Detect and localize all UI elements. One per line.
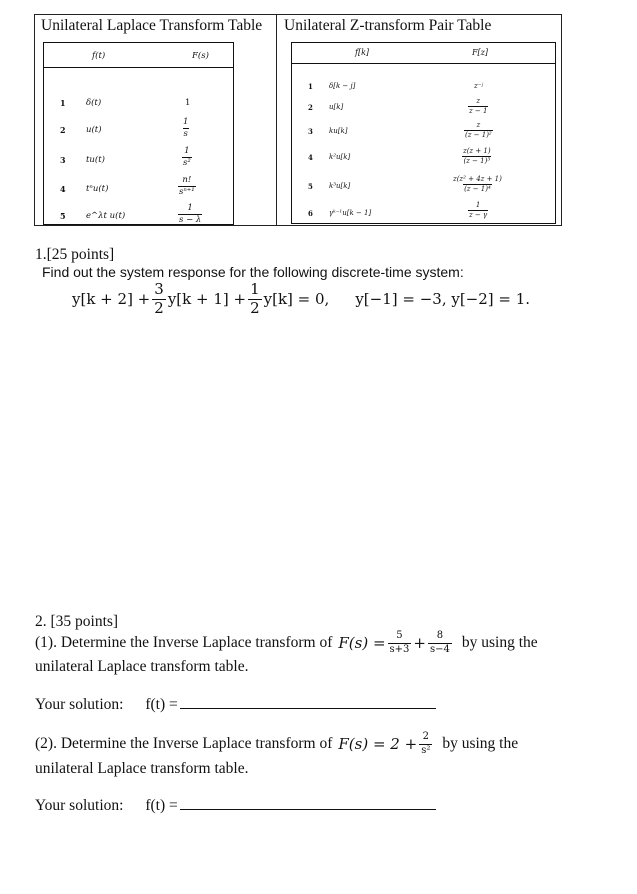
fraction-numerator: 2 bbox=[422, 731, 429, 742]
fraction-numerator: 1 bbox=[475, 201, 481, 209]
plus-sign: + bbox=[413, 634, 426, 652]
laplace-table-title: Unilateral Laplace Transform Table bbox=[41, 17, 263, 34]
q2-p1-suffix: by using the bbox=[461, 634, 538, 651]
z-f-cell: k²u[k] bbox=[329, 153, 351, 161]
laplace-F-cell bbox=[182, 146, 192, 167]
z-F-cell bbox=[464, 121, 493, 139]
z-f-cell: k³u[k] bbox=[329, 182, 351, 190]
fraction-denominator: s² bbox=[421, 744, 431, 756]
laplace-header-F: F(s) bbox=[192, 51, 209, 61]
answer-blank-2[interactable] bbox=[180, 797, 436, 810]
fraction-denominator: z − 1 bbox=[469, 107, 488, 115]
transform-tables bbox=[34, 14, 562, 226]
z-header-F: F[z] bbox=[472, 48, 489, 57]
row-number: 5 bbox=[60, 211, 66, 221]
fraction-denominator: (z − 1)⁴ bbox=[464, 185, 491, 193]
eq-fraction-2 bbox=[248, 282, 262, 317]
q2-p1-fraction-1 bbox=[388, 631, 412, 655]
eq-part-a: y[k + 2] + bbox=[72, 290, 151, 309]
q2-p1-text: (1). Determine the Inverse Laplace transform of bbox=[35, 634, 333, 651]
solution-ft: f(t) = bbox=[145, 696, 178, 713]
z-table bbox=[291, 42, 556, 224]
solution-label: Your solution: bbox=[35, 696, 124, 713]
laplace-F-cell: 1 bbox=[185, 98, 191, 108]
q2-part2-line1 bbox=[35, 732, 518, 756]
z-f-cell: δ[k − j] bbox=[329, 82, 356, 90]
fraction-numerator: z bbox=[476, 97, 481, 105]
z-table-title: Unilateral Z-transform Pair Table bbox=[284, 17, 492, 34]
initial-conditions: y[−1] = −3, y[−2] = 1. bbox=[355, 290, 531, 309]
fraction-denominator: z − γ bbox=[469, 211, 488, 219]
fraction-numerator: 5 bbox=[396, 630, 403, 641]
fraction-numerator: 1 bbox=[187, 203, 193, 213]
q2-p2-lhs: F(s) = 2 + bbox=[338, 735, 418, 753]
fraction-denominator: s − λ bbox=[179, 214, 202, 225]
laplace-f-cell: u(t) bbox=[86, 125, 102, 135]
row-number: 4 bbox=[308, 153, 313, 162]
q2-part2-line2: unilateral Laplace transform table. bbox=[35, 760, 249, 777]
z-table-header bbox=[292, 43, 555, 64]
eq-fraction-1 bbox=[152, 282, 166, 317]
fraction-numerator: 1 bbox=[183, 117, 189, 127]
z-F-cell bbox=[452, 175, 503, 193]
q2-solution-2 bbox=[35, 797, 436, 815]
fraction-denominator: (z − 1)² bbox=[465, 131, 492, 139]
laplace-table bbox=[43, 42, 234, 225]
fraction-numerator: n! bbox=[182, 175, 192, 185]
laplace-F-cell bbox=[178, 175, 196, 196]
q2-heading: 2. [35 points] bbox=[35, 613, 119, 630]
fraction-numerator: z(z² + 4z + 1) bbox=[453, 175, 502, 183]
fraction-denominator: 2 bbox=[154, 298, 164, 317]
row-number: 5 bbox=[308, 182, 313, 191]
fraction-denominator: s−4 bbox=[430, 643, 450, 655]
z-header-f: f[k] bbox=[355, 48, 370, 57]
eq-part-b: y[k + 1] + bbox=[167, 290, 247, 309]
fraction-denominator: s+3 bbox=[389, 643, 410, 655]
fraction-denominator: sⁿ⁺¹ bbox=[179, 186, 195, 197]
laplace-f-cell: e^λt u(t) bbox=[86, 211, 126, 221]
laplace-table-header bbox=[44, 43, 233, 68]
fraction-numerator: z(z + 1) bbox=[463, 147, 491, 155]
laplace-F-cell bbox=[182, 117, 189, 138]
z-F-cell: z⁻ʲ bbox=[474, 82, 484, 90]
q2-p1-fraction-2 bbox=[428, 631, 452, 655]
laplace-F-cell bbox=[178, 203, 202, 224]
laplace-f-cell: tⁿu(t) bbox=[86, 184, 109, 194]
eq-part-c: y[k] = 0, bbox=[263, 290, 330, 309]
laplace-f-cell: δ(t) bbox=[86, 98, 102, 108]
q2-p2-fraction bbox=[419, 732, 432, 756]
fraction-numerator: 1 bbox=[250, 280, 260, 298]
solution-ft: f(t) = bbox=[145, 797, 178, 814]
answer-blank-1[interactable] bbox=[180, 696, 436, 709]
q2-p1-lhs: F(s) = bbox=[338, 634, 386, 652]
row-number: 3 bbox=[60, 155, 66, 165]
q2-p2-text: (2). Determine the Inverse Laplace transform of bbox=[35, 735, 333, 752]
fraction-denominator: s² bbox=[183, 157, 191, 168]
row-number: 2 bbox=[60, 125, 66, 135]
row-number: 1 bbox=[60, 98, 66, 108]
q2-p2-suffix: by using the bbox=[442, 735, 519, 752]
z-F-cell bbox=[468, 97, 488, 115]
solution-label: Your solution: bbox=[35, 797, 124, 814]
q1-equation bbox=[72, 282, 530, 317]
row-number: 6 bbox=[308, 209, 313, 218]
fraction-numerator: 3 bbox=[154, 280, 164, 298]
z-f-cell: γᵏ⁻¹u[k − 1] bbox=[329, 209, 372, 217]
fraction-denominator: 2 bbox=[250, 298, 260, 317]
fraction-denominator: (z − 1)³ bbox=[463, 157, 491, 165]
row-number: 2 bbox=[308, 103, 313, 112]
z-F-cell bbox=[462, 147, 492, 165]
fraction-numerator: 8 bbox=[436, 630, 444, 641]
q1-heading: 1.[25 points] bbox=[35, 246, 115, 263]
table-divider bbox=[276, 15, 277, 225]
q2-part1-line2: unilateral Laplace transform table. bbox=[35, 658, 249, 675]
laplace-f-cell: tu(t) bbox=[86, 155, 105, 165]
fraction-denominator: s bbox=[183, 128, 188, 139]
fraction-numerator: 1 bbox=[184, 146, 190, 156]
fraction-numerator: z bbox=[476, 121, 481, 129]
q2-solution-1 bbox=[35, 696, 436, 714]
laplace-header-f: f(t) bbox=[92, 51, 106, 61]
row-number: 1 bbox=[308, 82, 313, 91]
q1-prompt: Find out the system response for the following discrete-time system: bbox=[42, 264, 464, 280]
row-number: 4 bbox=[60, 184, 66, 194]
z-f-cell: u[k] bbox=[329, 103, 344, 111]
z-F-cell bbox=[468, 201, 488, 219]
row-number: 3 bbox=[308, 127, 313, 136]
z-f-cell: ku[k] bbox=[329, 127, 348, 135]
q2-part1-line1 bbox=[35, 631, 538, 655]
